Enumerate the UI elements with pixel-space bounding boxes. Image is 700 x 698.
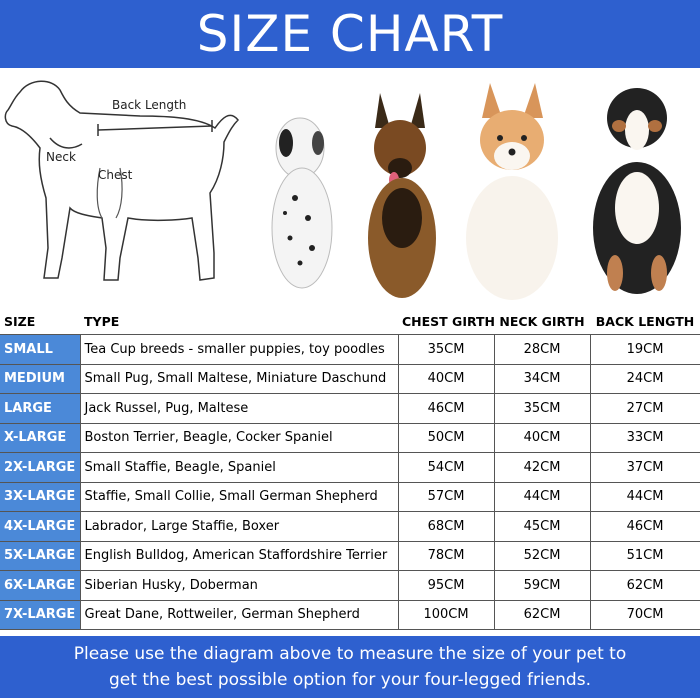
type-cell: Siberian Husky, Doberman [80, 571, 398, 601]
neck-girth-cell: 35CM [494, 394, 590, 424]
size-cell: 7X-LARGE [0, 600, 80, 630]
table-row [0, 423, 700, 453]
chest-girth-cell: 68CM [398, 512, 494, 542]
table-row [0, 541, 700, 571]
table-row [0, 453, 700, 483]
table-header-row [0, 308, 700, 335]
table-row [0, 364, 700, 394]
size-cell: 6X-LARGE [0, 571, 80, 601]
size-cell: MEDIUM [0, 364, 80, 394]
type-cell: Boston Terrier, Beagle, Cocker Spaniel [80, 423, 398, 453]
neck-girth-cell: 45CM [494, 512, 590, 542]
spitz-icon [450, 68, 575, 308]
dalmatian-icon [250, 68, 350, 308]
table-row [0, 394, 700, 424]
chest-girth-cell: 35CM [398, 335, 494, 365]
chest-label: Chest [98, 168, 133, 182]
header-size: SIZE [0, 308, 80, 335]
size-cell: 3X-LARGE [0, 482, 80, 512]
chest-girth-cell: 54CM [398, 453, 494, 483]
header-type: TYPE [80, 308, 398, 335]
size-table [0, 308, 700, 630]
neck-girth-cell: 59CM [494, 571, 590, 601]
german-shepherd-icon [350, 68, 450, 308]
size-cell: 2X-LARGE [0, 453, 80, 483]
chest-girth-cell: 50CM [398, 423, 494, 453]
size-cell: SMALL [0, 335, 80, 365]
neck-girth-cell: 34CM [494, 364, 590, 394]
table-row [0, 335, 700, 365]
size-cell: X-LARGE [0, 423, 80, 453]
back-length-cell: 51CM [590, 541, 700, 571]
australian-shepherd-icon [575, 68, 700, 308]
footer-note [0, 636, 700, 698]
measurement-diagram [0, 68, 250, 308]
size-cell: LARGE [0, 394, 80, 424]
neck-girth-cell: 40CM [494, 423, 590, 453]
back-length-cell: 19CM [590, 335, 700, 365]
back-length-cell: 70CM [590, 600, 700, 630]
neck-girth-cell: 62CM [494, 600, 590, 630]
chest-girth-cell: 46CM [398, 394, 494, 424]
chest-girth-cell: 95CM [398, 571, 494, 601]
type-cell: Labrador, Large Staffie, Boxer [80, 512, 398, 542]
header-back-length: BACK LENGTH [590, 308, 700, 335]
chest-girth-cell: 100CM [398, 600, 494, 630]
back-length-cell: 24CM [590, 364, 700, 394]
footer-line-2: get the best possible option for your four-legged friends. [109, 670, 591, 690]
back-length-cell: 46CM [590, 512, 700, 542]
footer-line-1: Please use the diagram above to measure the size of your pet to [73, 644, 627, 664]
table-row [0, 571, 700, 601]
back-length-cell: 62CM [590, 571, 700, 601]
back-length-cell: 37CM [590, 453, 700, 483]
type-cell: Small Staffie, Beagle, Spaniel [80, 453, 398, 483]
type-cell: Small Pug, Small Maltese, Miniature Daschund [80, 364, 398, 394]
table-row [0, 482, 700, 512]
back-length-label: Back Length [112, 98, 187, 112]
table-row [0, 512, 700, 542]
neck-girth-cell: 44CM [494, 482, 590, 512]
chest-girth-cell: 57CM [398, 482, 494, 512]
type-cell: Jack Russel, Pug, Maltese [80, 394, 398, 424]
neck-girth-cell: 28CM [494, 335, 590, 365]
table-row [0, 600, 700, 630]
header-neck-girth: NECK GIRTH [494, 308, 590, 335]
chest-girth-cell: 40CM [398, 364, 494, 394]
back-length-cell: 27CM [590, 394, 700, 424]
title-banner [0, 0, 700, 68]
type-cell: Great Dane, Rottweiler, German Shepherd [80, 600, 398, 630]
type-cell: English Bulldog, American Staffordshire Terrier [80, 541, 398, 571]
neck-girth-cell: 52CM [494, 541, 590, 571]
illustration-area [0, 68, 700, 308]
back-length-cell: 33CM [590, 423, 700, 453]
size-cell: 4X-LARGE [0, 512, 80, 542]
neck-label: Neck [46, 150, 76, 164]
type-cell: Tea Cup breeds - smaller puppies, toy poodles [80, 335, 398, 365]
type-cell: Staffie, Small Collie, Small German Shepherd [80, 482, 398, 512]
back-length-cell: 44CM [590, 482, 700, 512]
chest-girth-cell: 78CM [398, 541, 494, 571]
size-cell: 5X-LARGE [0, 541, 80, 571]
page-title: SIZE CHART [196, 5, 504, 63]
header-chest-girth: CHEST GIRTH [398, 308, 494, 335]
neck-girth-cell: 42CM [494, 453, 590, 483]
